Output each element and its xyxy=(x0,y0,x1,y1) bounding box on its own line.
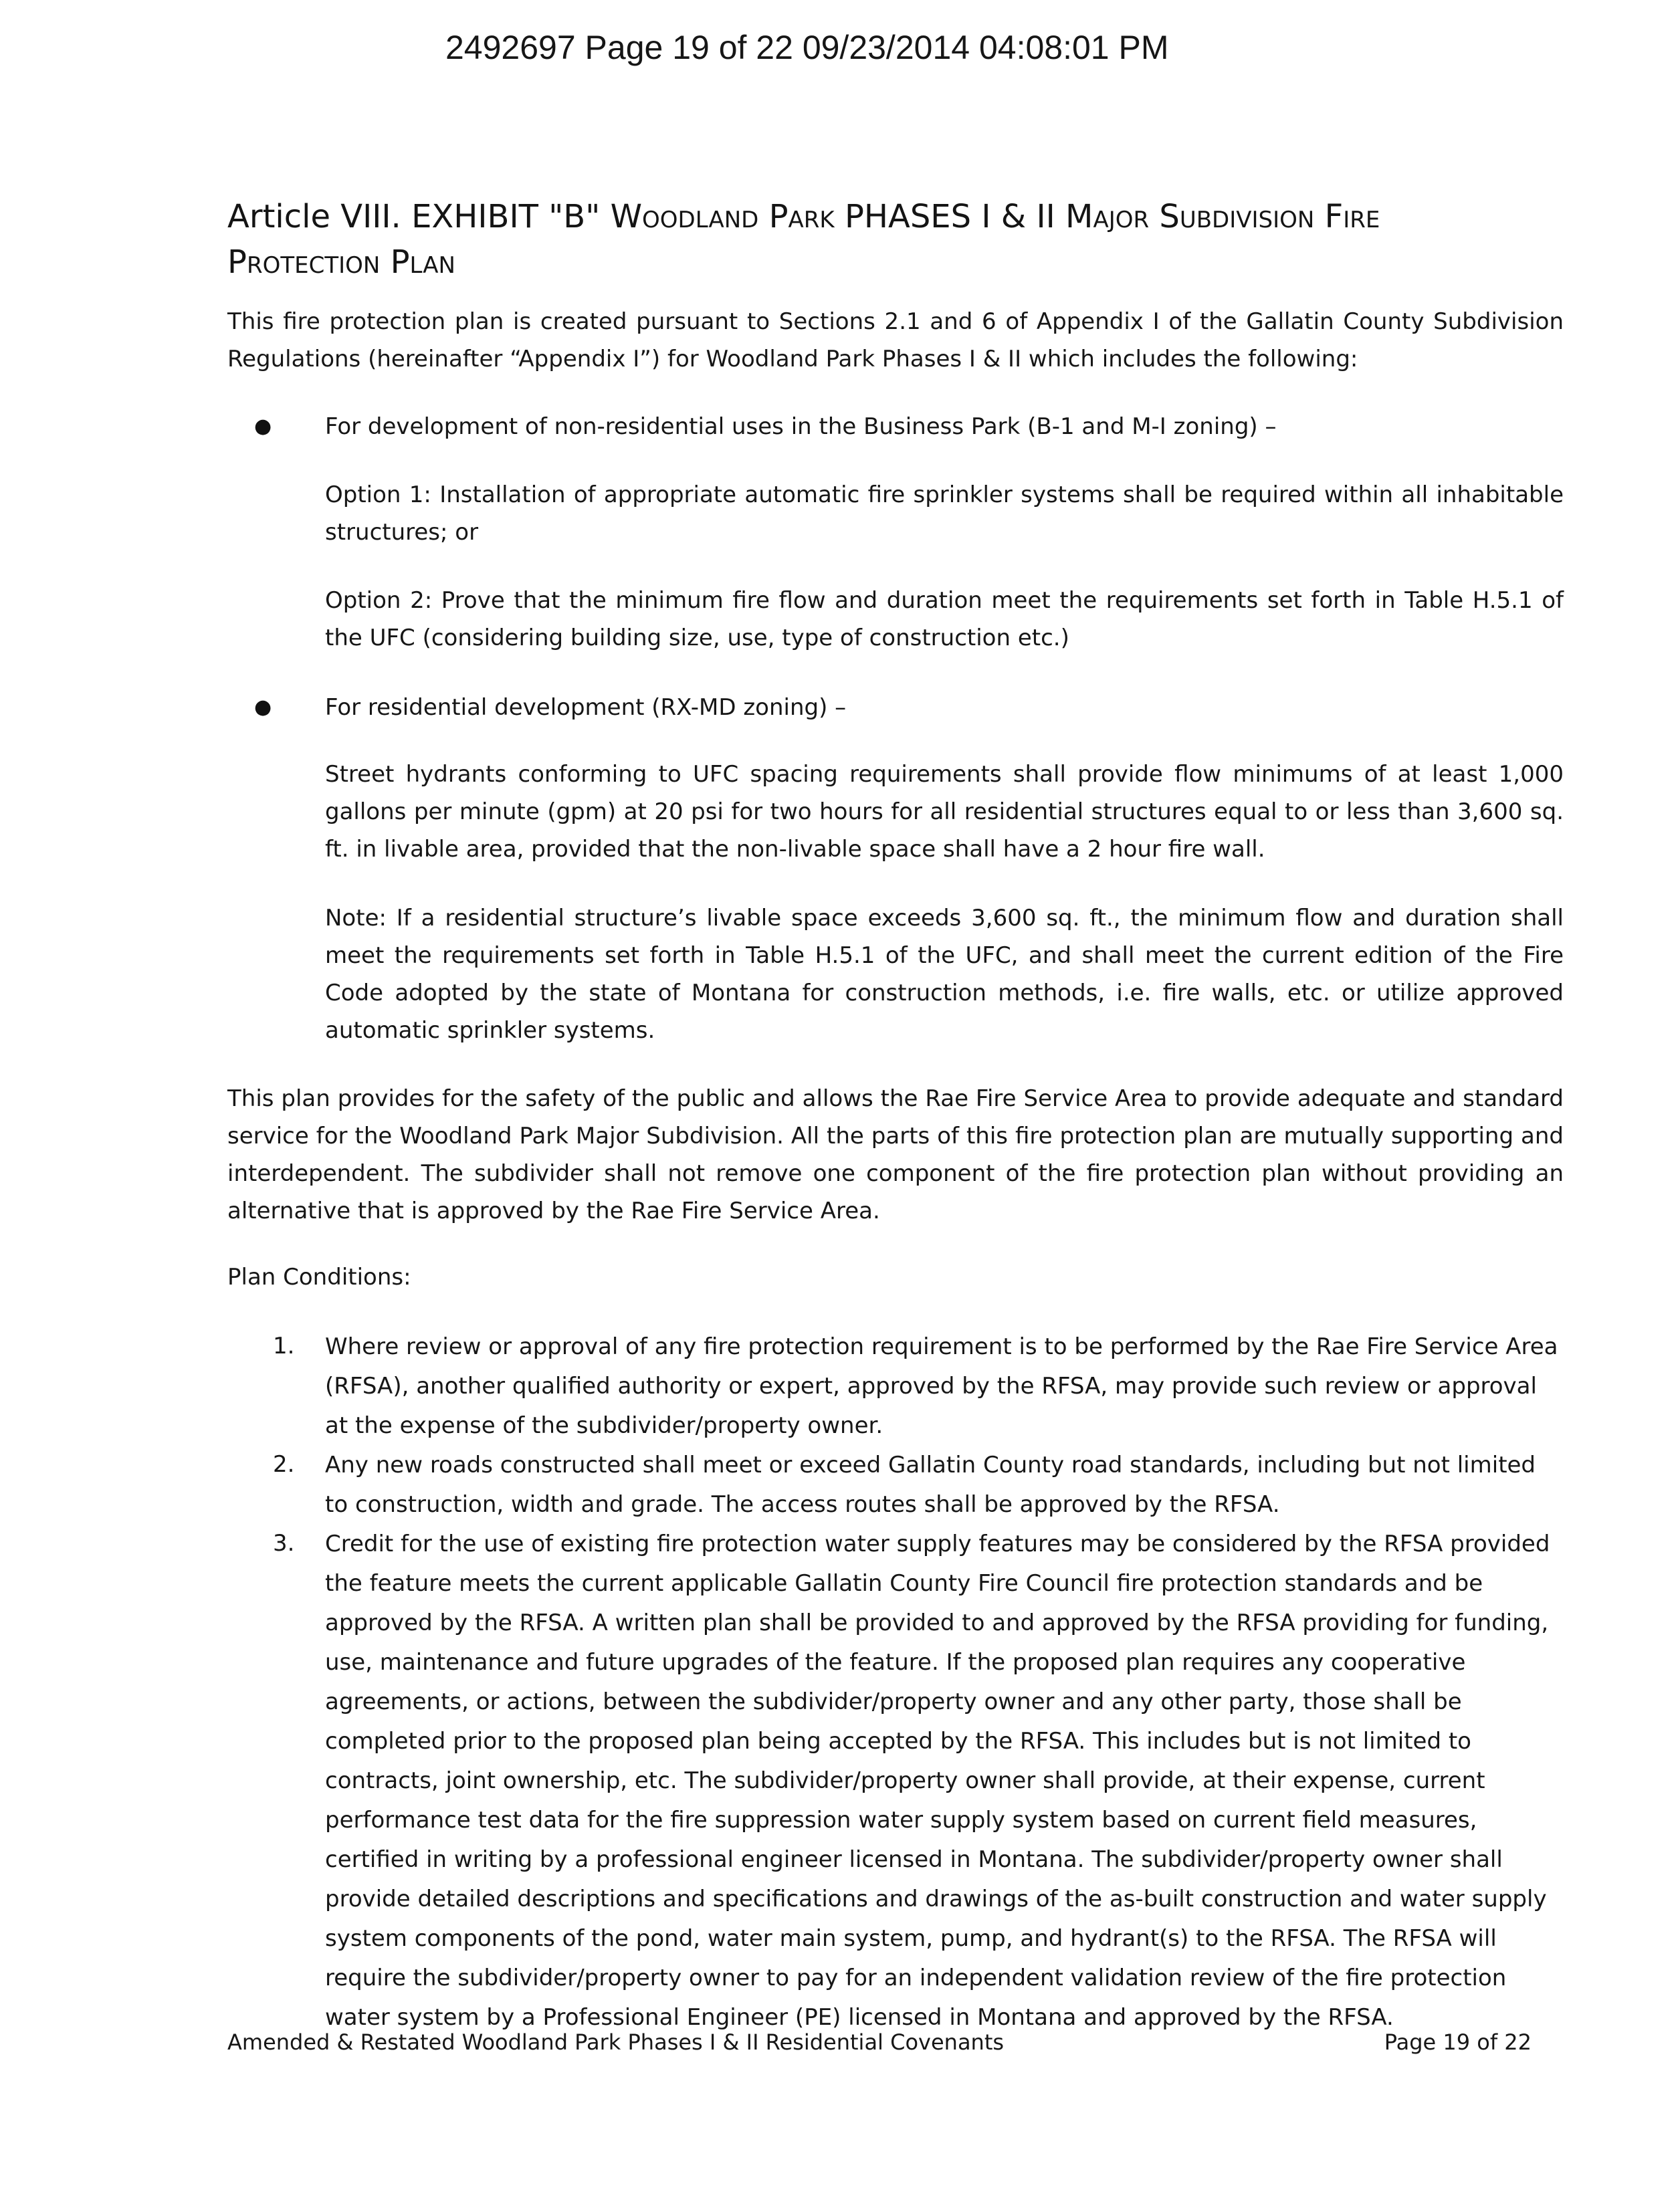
page-label: Page xyxy=(1384,2029,1437,2055)
heading-line-2: Protection Plan xyxy=(227,243,455,281)
heading-line-1: Woodland Park PHASES I & II Major Subdivision Fire xyxy=(610,198,1380,235)
option-1-paragraph: Option 1: Installation of appropriate automatic fire sprinkler systems shall be required within all inhabitable structures; or xyxy=(325,481,1564,546)
conditions-heading: Plan Conditions: xyxy=(227,1264,411,1291)
condition-1-text: Where review or approval of any fire protection requirement is to be performed by the Rae Fire Service Area (RFSA), another qualified authority or expert, approved by the RFSA, may provide such review or approval at the expense of the subdivider/property owner. xyxy=(325,1333,1558,1439)
page-of: of xyxy=(1477,2029,1498,2055)
bullet-dot: ● xyxy=(254,415,272,438)
note-paragraph: Note: If a residential structure’s livable space exceeds 3,600 sq. ft., the minimum flow and duration shall meet the requirements set forth in Table H.5.1 of the UFC, and shall meet the current edition of the Fire Code adopted by the state of Montana for construction methods, i.e. fire walls, etc. or utilize approved automatic sprinkler systems. xyxy=(325,905,1564,1044)
option-2-paragraph: Option 2: Prove that the minimum fire flow and duration meet the requirements set forth in Table H.5.1 of the UFC (considering building size, use, type of construction etc.) xyxy=(325,587,1564,651)
article-label: Article VIII. xyxy=(227,198,401,235)
recording-stamp: 2492697 Page 19 of 22 09/23/2014 04:08:01 PM xyxy=(445,29,1169,66)
bullet-2-text: For residential development (RX-MD zoning) – xyxy=(325,694,847,721)
footer-document-title: Amended & Restated Woodland Park Phases I & II Residential Covenants xyxy=(227,2029,1005,2055)
page-total: 22 xyxy=(1504,2029,1532,2055)
summary-paragraph: This plan provides for the safety of the public and allows the Rae Fire Service Area to provide adequate and standard service for the Woodland Park Major Subdivision. All the parts of this fire protection plan are mutually supporting and interdependent. The subdivider shall not remove one component of the fire protection plan without providing an alternative that is approved by the Rae Fire Service Area. xyxy=(227,1085,1564,1224)
exhibit-label: EXHIBIT "B" xyxy=(411,198,601,235)
article-title xyxy=(227,194,1485,285)
bullet-dot: ● xyxy=(254,695,272,719)
condition-number: 3. xyxy=(273,1530,295,1557)
condition-3-text: Credit for the use of existing fire protection water supply features may be considered by the RFSA provided the feature meets the current applicable Gallatin County Fire Council fire protection standards and be approved by the RFSA. A written plan shall be provided to and approved by the RFSA providing for funding, use, maintenance and future upgrades of the feature. If the proposed plan requires any cooperative agreements, or actions, between the subdivider/property owner and any other party, those shall be completed prior to the proposed plan being accepted by the RFSA. This includes but is not limited to contracts, joint ownership, etc. The subdivider/property owner shall provide, at their expense, current performance test data for the fire suppression water supply system based on current field measures, certified in writing by a professional engineer licensed in Montana. The subdivider/property owner shall provide detailed descriptions and specifications and drawings of the as-built construction and water supply system components of the pond, water main system, pump, and hydrant(s) to the RFSA. The RFSA will require the subdivider/property owner to pay for an independent validation review of the fire protection water system by a Professional Engineer (PE) licensed in Montana and approved by the RFSA. xyxy=(325,1531,1550,2031)
intro-paragraph: This fire protection plan is created pursuant to Sections 2.1 and 6 of Appendix I of the Gallatin County Subdivision Regulations (hereinafter “Appendix I”) for Woodland Park Phases I & II which includes the following: xyxy=(227,308,1564,372)
condition-number: 2. xyxy=(273,1451,295,1478)
hydrant-paragraph: Street hydrants conforming to UFC spacing requirements shall provide flow minimums of at least 1,000 gallons per minute (gpm) at 20 psi for two hours for all residential structures equal to or less than 3,600 sq. ft. in livable area, provided that the non-livable space shall have a 2 hour fire wall. xyxy=(325,761,1564,863)
condition-number: 1. xyxy=(273,1333,295,1359)
page-current: 19 xyxy=(1443,2029,1471,2055)
footer-page-number xyxy=(1331,2027,1532,2057)
condition-2-text: Any new roads constructed shall meet or exceed Gallatin County road standards, including but not limited to construction, width and grade. The access routes shall be approved by the RFSA. xyxy=(325,1452,1536,1518)
bullet-1-text: For development of non-residential uses in the Business Park (B-1 and M-I zoning) – xyxy=(325,413,1277,440)
